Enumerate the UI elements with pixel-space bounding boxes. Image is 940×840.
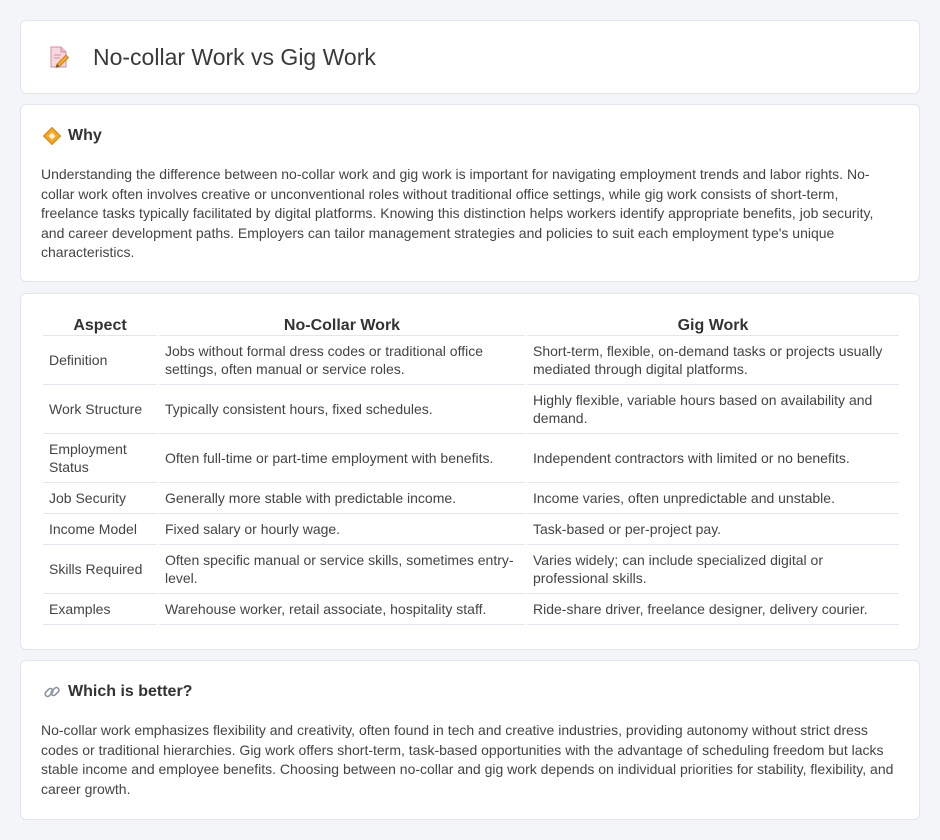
aspect-cell: Employment Status: [43, 436, 157, 483]
table-row: [43, 338, 899, 385]
gig-cell: Ride-share driver, freelance designer, delivery courier.: [527, 596, 899, 625]
no-collar-cell: Often full-time or part-time employment with benefits.: [159, 436, 525, 483]
why-text: Understanding the difference between no-collar work and gig work is important for navigating employment trends and labor rights. No-collar work often involves creative or unconventional roles without traditional office settings, while gig work consists of short-term, freelance tasks typically facilitated by digital platforms. Knowing this distinction helps workers identify appropriate benefits, job security, and career development paths. Employers can tailor management strategies and policies to suit each employment type's unique characteristics.: [41, 166, 874, 261]
comparison-section: [20, 293, 920, 650]
header-gig: Gig Work: [527, 316, 899, 336]
gig-cell: Varies widely; can include specialized digital or professional skills.: [527, 547, 899, 594]
table-header-row: [43, 316, 899, 336]
table-row: [43, 387, 899, 434]
aspect-cell: Definition: [43, 338, 157, 385]
comparison-table: [41, 314, 901, 627]
better-heading: Which is better?: [68, 683, 193, 700]
better-section: [20, 660, 920, 820]
title-card: [20, 20, 920, 94]
gig-cell: Income varies, often unpredictable and unstable.: [527, 485, 899, 514]
diamond-sign-icon: [43, 127, 61, 145]
aspect-cell: Job Security: [43, 485, 157, 514]
why-heading: Why: [68, 127, 102, 144]
gig-cell: Short-term, flexible, on-demand tasks or projects usually mediated through digital platforms.: [527, 338, 899, 385]
why-section: [20, 104, 920, 282]
table-row: [43, 516, 899, 545]
better-heading-row: [43, 683, 192, 701]
no-collar-cell: Generally more stable with predictable income.: [159, 485, 525, 514]
no-collar-cell: Often specific manual or service skills, sometimes entry-level.: [159, 547, 525, 594]
no-collar-cell: Fixed salary or hourly wage.: [159, 516, 525, 545]
table-row: [43, 547, 899, 594]
table-row: [43, 485, 899, 514]
table-row: [43, 436, 899, 483]
no-collar-cell: Jobs without formal dress codes or traditional office settings, often manual or service roles.: [159, 338, 525, 385]
aspect-cell: Skills Required: [43, 547, 157, 594]
aspect-cell: Income Model: [43, 516, 157, 545]
gig-cell: Highly flexible, variable hours based on availability and demand.: [527, 387, 899, 434]
table-row: [43, 596, 899, 625]
document-pencil-icon: [47, 45, 71, 69]
why-heading-row: [43, 127, 102, 145]
header-aspect: Aspect: [43, 316, 157, 336]
header-no-collar: No-Collar Work: [159, 316, 525, 336]
better-text: No-collar work emphasizes flexibility and creativity, often found in tech and creative industries, providing autonomy without strict dress codes or traditional hierarchies. Gig work offers short-term, task-based opportunities with the advantage of scheduling freedom but lacks stable income and employee benefits. Choosing between no-collar and gig work depends on individual priorities for stability, flexibility, and career growth.: [41, 722, 894, 797]
aspect-cell: Work Structure: [43, 387, 157, 434]
no-collar-cell: Typically consistent hours, fixed schedules.: [159, 387, 525, 434]
page-title: No-collar Work vs Gig Work: [93, 43, 376, 70]
link-icon: [43, 683, 61, 701]
gig-cell: Independent contractors with limited or no benefits.: [527, 436, 899, 483]
no-collar-cell: Warehouse worker, retail associate, hospitality staff.: [159, 596, 525, 625]
gig-cell: Task-based or per-project pay.: [527, 516, 899, 545]
aspect-cell: Examples: [43, 596, 157, 625]
